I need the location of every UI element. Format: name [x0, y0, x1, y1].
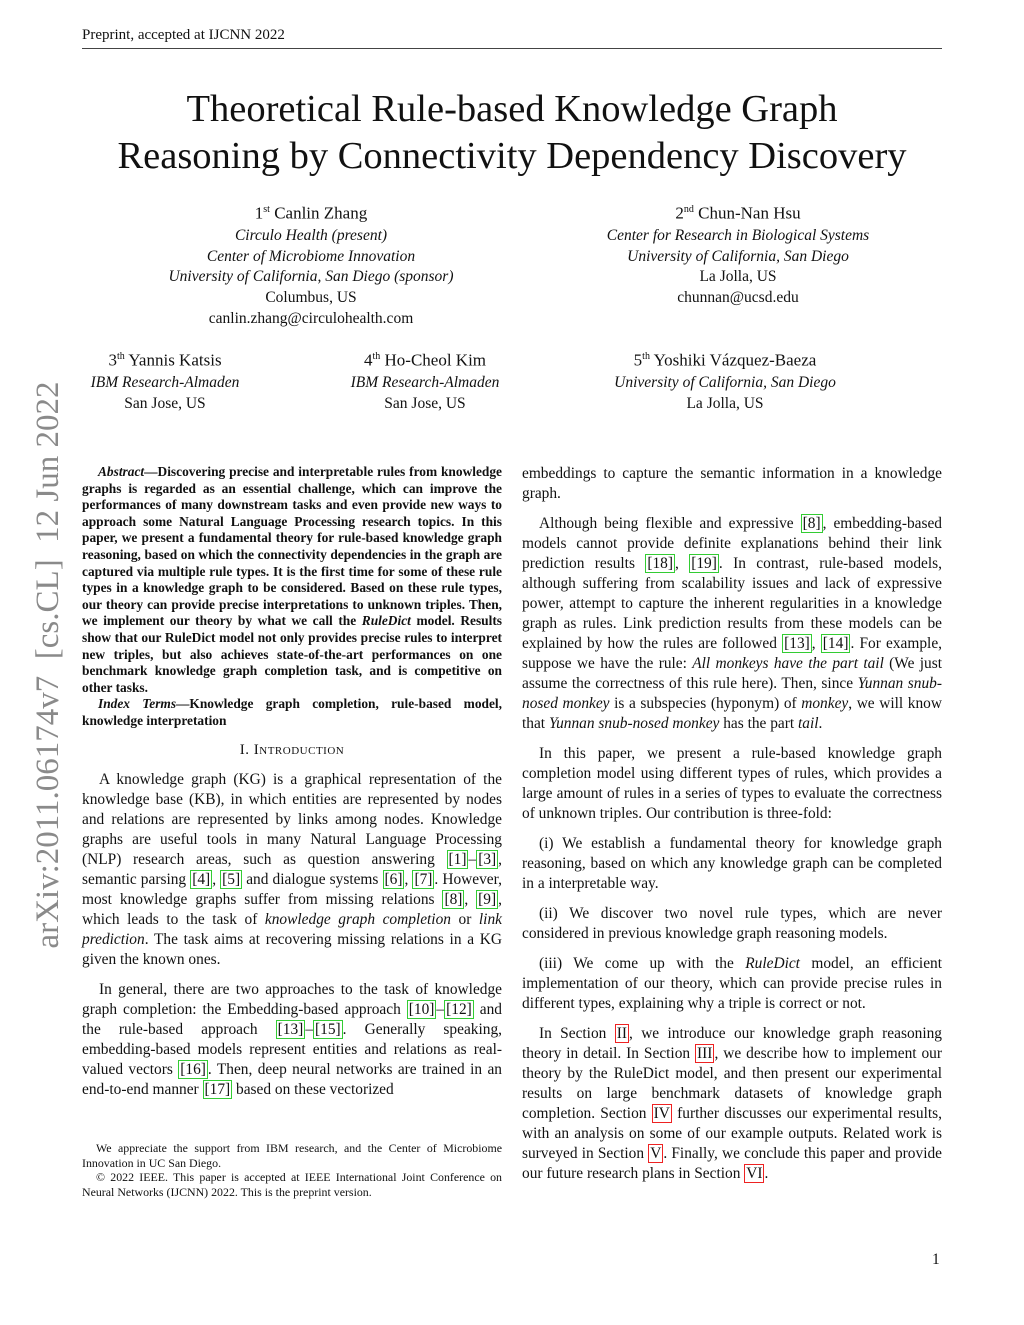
intro-paragraph-3: Although being flexible and expressive [8] , embedding-based models cannot provide definite explanations behind their link prediction results [18] , [19] . In contrast, rule-based models, although suffering from scalability issues and lack of expressive power, attempt to capture the inherent regularities in a knowledge graph as rules. Link prediction results from these models can be explained by how the rules are followed [13] , [14] . For example, suppose we have the rule: All monkeys have the part tail (We just assume the correctness of this rule here). Then, since Yunnan snub-nosed monkey is a subspecies (hyponym) of monkey, we will know that Yunnan snub-nosed monkey has the part tail. [522, 515, 943, 732]
citation-link[interactable]: [15] [315, 1020, 341, 1038]
citation-link[interactable]: [5] [222, 870, 241, 888]
author-name: Canlin Zhang [274, 203, 368, 223]
index-terms-text: —Knowledge graph completion, rule-based model, knowledge interpretation [82, 696, 502, 728]
title-line-1: Theoretical Rule-based Knowledge Graph [186, 88, 838, 130]
right-column [522, 464, 942, 1194]
author-block-2 [548, 200, 928, 309]
author-affiliation: Center of Microbiome Innovation [206, 247, 416, 265]
citation-link[interactable]: [16] [180, 1060, 206, 1078]
running-header: Preprint, accepted at IJCNN 2022 [82, 27, 285, 43]
intro-paragraph-outline: In Section II , we introduce our knowledge graph reasoning theory in detail. In Section III , we describe how to implement our theory by the RuleDict model, and then present our experimental results on large benchmark datasets of knowledge graph completion. Section IV further discusses our experimental results, with an analysis on some of our example outputs. Related work is surveyed in Section V . Finally, we conclude this paper and provide our future research plans in Section VI . [522, 1025, 942, 1182]
author-affiliation: Circulo Health (present) [234, 227, 388, 245]
author-affiliation: University of California, San Diego (sponsor) [168, 268, 454, 286]
author-ordinal-suffix: st [263, 204, 270, 215]
author-location: Columbus, US [265, 289, 357, 307]
intro-paragraph-4: In this paper, we present a rule-based knowledge graph completion model using different types of rules, which provides a large amount of rules in a series of types to evaluate the correctness of unknown triples. Our contribution is three-fold: [522, 745, 942, 822]
citation-link[interactable]: [8] [444, 890, 463, 908]
citation-link[interactable]: [10] [408, 1000, 435, 1018]
author-location: La Jolla, US [699, 268, 777, 286]
author-name: Yannis Katsis [128, 350, 222, 370]
author-name: Chun-Nan Hsu [698, 203, 801, 223]
citation-link[interactable]: [6] [384, 870, 403, 888]
paper-title [60, 86, 964, 180]
abstract-text-end: model. Results show that our RuleDict model not only provides precise rules to interpret new triples, but also achieves state-of-the-art performances on one benchmark knowledge graph completion task, and is competitive on other tasks. [82, 613, 502, 695]
citation-link[interactable]: [4] [192, 870, 211, 888]
citation-link[interactable]: [17] [204, 1080, 231, 1098]
citation-link[interactable]: [19] [691, 555, 717, 572]
author-ordinal: 4 [363, 350, 373, 370]
abstract-model-name: RuleDict [361, 613, 411, 629]
left-column [82, 464, 502, 1110]
section-link[interactable]: VI [746, 1165, 763, 1182]
author-block-1 [121, 200, 501, 329]
contribution-1: (i) We establish a fundamental theory for knowledge graph reasoning, based on which any knowledge graph can be completed in a interpretable way. [522, 835, 942, 892]
section-link[interactable]: III [697, 1045, 713, 1062]
header-rule [82, 48, 942, 49]
index-terms-label: Index Terms [98, 696, 177, 712]
footnotes [82, 1141, 502, 1199]
author-block-5 [560, 347, 890, 414]
author-location: San Jose, US [124, 394, 206, 412]
citation-link[interactable]: [14] [822, 635, 849, 652]
citation-link[interactable]: [8] [802, 515, 821, 532]
author-affiliation: IBM Research-Almaden [350, 374, 500, 392]
contribution-2: (ii) We discover two novel rule types, which are never considered in previous knowledge graph reasoning models. [522, 905, 942, 942]
abstract-text: —Discovering precise and interpretable rules from knowledge graphs is regarded as an essential challenge, which can improve the performances of many downstream tasks and even provide new ways to approach some Natural Language Processing research topics. In this paper, we present a fundamental theory for rule-based knowledge graph reasoning, based on which the connectivity dependencies in the graph are captured via multiple rule types. It is the first time for some of these rule types in a knowledge graph to be considered. Based on these rule types, our theory can provide precise interpretations to unknown triples. Then, we implement our theory by what we call the [82, 464, 502, 629]
citation-link[interactable]: [3] [478, 850, 497, 868]
section-link[interactable]: II [616, 1025, 627, 1042]
author-ordinal: 2 [675, 203, 684, 223]
section-heading-introduction: I. Introduction [239, 741, 345, 758]
author-email: chunnan@ucsd.edu [677, 289, 799, 307]
author-ordinal: 5 [633, 350, 643, 370]
author-ordinal-suffix: th [372, 351, 381, 362]
abstract [82, 464, 502, 696]
author-affiliation: University of California, San Diego [627, 247, 849, 265]
arxiv-stamp-container [22, 365, 74, 965]
author-ordinal: 1 [254, 203, 264, 223]
author-location: La Jolla, US [686, 394, 764, 412]
citation-link[interactable]: [9] [478, 890, 497, 908]
index-terms [82, 696, 502, 729]
author-ordinal-suffix: th [642, 351, 650, 362]
citation-link[interactable]: [13] [784, 635, 810, 652]
citation-link[interactable]: [7] [414, 870, 433, 888]
section-link[interactable]: IV [653, 1105, 670, 1122]
author-name: Yoshiki Vázquez-Baeza [653, 350, 817, 370]
citation-link[interactable]: [1] [448, 850, 467, 868]
author-affiliation: IBM Research-Almaden [90, 374, 240, 392]
author-ordinal: 3 [108, 350, 117, 370]
citation-link[interactable]: [12] [446, 1000, 472, 1018]
intro-paragraph-1: A knowledge graph (KG) is a graphical representation of the knowledge base (KB), in which entities are represented by nodes and relations are represented by links among nodes. Knowledge graphs are useful tools in many Natural Language Processing (NLP) research areas, such as question answering [1] – [3] , semantic parsing [4] , [5] and dialogue systems [6] , [7] . However, most knowledge graphs suffer from missing relations [8] , [9] , which leads to the task of knowledge graph completion or link prediction. The task aims at recovering missing relations in a KG given the known ones. [82, 770, 502, 968]
author-name: Ho-Cheol Kim [384, 350, 487, 370]
section-link[interactable]: V [650, 1145, 662, 1162]
author-block-3 [60, 347, 270, 414]
author-email: canlin.zhang@circulohealth.com [208, 309, 414, 327]
contribution-3: (iii) We come up with the RuleDict model, an efficient implementation of our theory, which can provide precise rules in different types, explaining why a triple is correct or not. [522, 955, 942, 1012]
intro-paragraph-continued: embeddings to capture the semantic information in a knowledge graph. [522, 465, 942, 502]
author-affiliation: University of California, San Diego [614, 374, 836, 392]
title-line-2: Reasoning by Connectivity Dependency Discovery [117, 135, 907, 177]
citation-link[interactable]: [13] [277, 1020, 304, 1038]
intro-paragraph-2: In general, there are two approaches to the task of knowledge graph completion: the Embedding-based approach [10] – [12] and the rule-based approach [13] – [15] . Generally speaking, embedding-based models represent entities and relations as real-valued vectors [16] . Then, deep neural networks are trained in an end-to-end manner [17] based on these vectorized [82, 980, 502, 1098]
abstract-label: Abstract [98, 464, 145, 479]
footnote-acknowledgement: We appreciate the support from IBM research, and the Center of Microbiome Innovation in UC San Diego. [82, 1141, 502, 1170]
citation-link[interactable]: [18] [647, 555, 673, 572]
arxiv-stamp: arXiv:2011.06174v7 [cs.CL] 12 Jun 2022 [30, 381, 66, 949]
author-block-4 [320, 347, 530, 414]
author-ordinal-suffix: nd [683, 204, 694, 215]
page-number: 1 [932, 1251, 940, 1268]
author-affiliation: Center for Research in Biological Systems [606, 227, 870, 245]
footnote-copyright: © 2022 IEEE. This paper is accepted at IEEE International Joint Conference on Neural Networks (IJCNN) 2022. This is the preprint version. [82, 1170, 502, 1199]
author-location: San Jose, US [384, 394, 466, 412]
author-ordinal-suffix: th [116, 351, 125, 362]
